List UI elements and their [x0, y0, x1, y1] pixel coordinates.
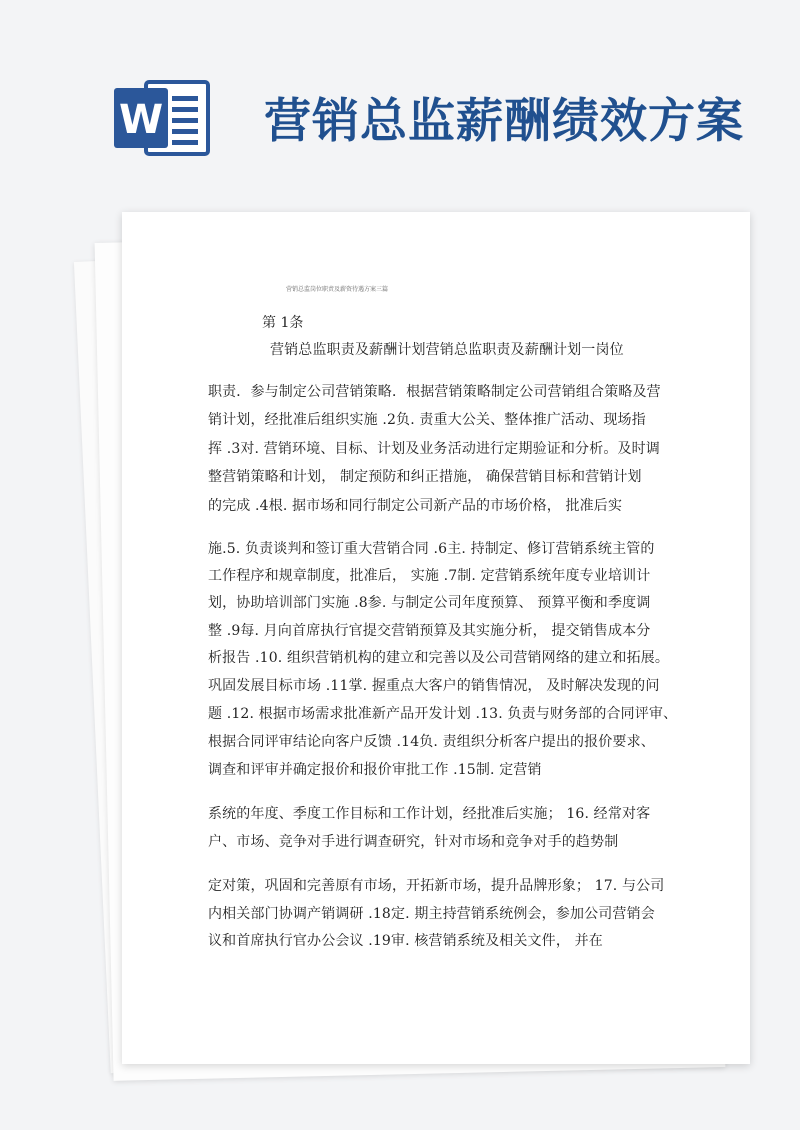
body-line: 系统的年度、季度工作目标和工作计划，经批准后实施； 16. 经常对客: [208, 806, 651, 822]
body-line: 巩固发展目标市场 .11掌. 握重点大客户的销售情况， 及时解决发现的问: [208, 678, 660, 694]
document-header: 营销总监岗位职责及薪资待遇方案三篇: [286, 286, 389, 293]
page-title: 营销总监薪酬绩效方案: [264, 94, 744, 149]
body-line: 工作程序和规章制度，批准后， 实施 .7制. 定营销系统年度专业培训计: [208, 568, 651, 584]
body-line: 户、市场、竞争对手进行调查研究，针对市场和竞争对手的趋势制: [208, 834, 619, 850]
body-line: 根据合同评审结论向客户反馈 .14负. 责组织分析客户提出的报价要求、: [208, 734, 655, 750]
body-line: 析报告 .10. 组织营销机构的建立和完善以及公司营销网络的建立和拓展。: [208, 650, 670, 666]
body-line: 整营销策略和计划， 制定预防和纠正措施， 确保营销目标和营销计划: [208, 469, 642, 485]
body-line: 施.5. 负责谈判和签订重大营销合同 .6主. 持制定、修订营销系统主管的: [208, 541, 655, 557]
article-number: 第 1条: [262, 315, 304, 331]
body-line: 销计划，经批准后组织实施 .2负. 责重大公关、整体推广活动、现场指: [208, 412, 646, 428]
word-logo-letter: W: [118, 97, 164, 143]
body-line: 整 .9每. 月向首席执行官提交营销预算及其实施分析， 提交销售成本分: [208, 623, 651, 639]
body-line: 划，协助培训部门实施 .8参. 与制定公司年度预算、 预算平衡和季度调: [208, 595, 651, 611]
body-line: 定对策，巩固和完善原有市场，开拓新市场，提升品牌形象； 17. 与公司: [208, 878, 665, 894]
body-line: 职责．参与制定公司营销策略．根据营销策略制定公司营销组合策略及营: [208, 384, 661, 400]
word-logo-icon: [112, 78, 212, 158]
body-line: 营销总监职责及薪酬计划营销总监职责及薪酬计划一岗位: [270, 342, 624, 358]
body-line: 挥 .3对. 营销环境、目标、计划及业务活动进行定期验证和分析。及时调: [208, 441, 660, 457]
body-line: 的完成 .4根. 据市场和同行制定公司新产品的市场价格， 批准后实: [208, 498, 623, 514]
document-page: [122, 212, 750, 1064]
body-line: 内相关部门协调产销调研 .18定. 期主持营销系统例会，参加公司营销会: [208, 906, 655, 922]
body-line: 议和首席执行官办公会议 .19审. 核营销系统及相关文件， 并在: [208, 933, 603, 949]
body-line: 题 .12. 根据市场需求批准新产品开发计划 .13. 负责与财务部的合同评审、: [208, 706, 678, 722]
body-line: 调查和评审并确定报价和报价审批工作 .15制. 定营销: [208, 762, 542, 778]
